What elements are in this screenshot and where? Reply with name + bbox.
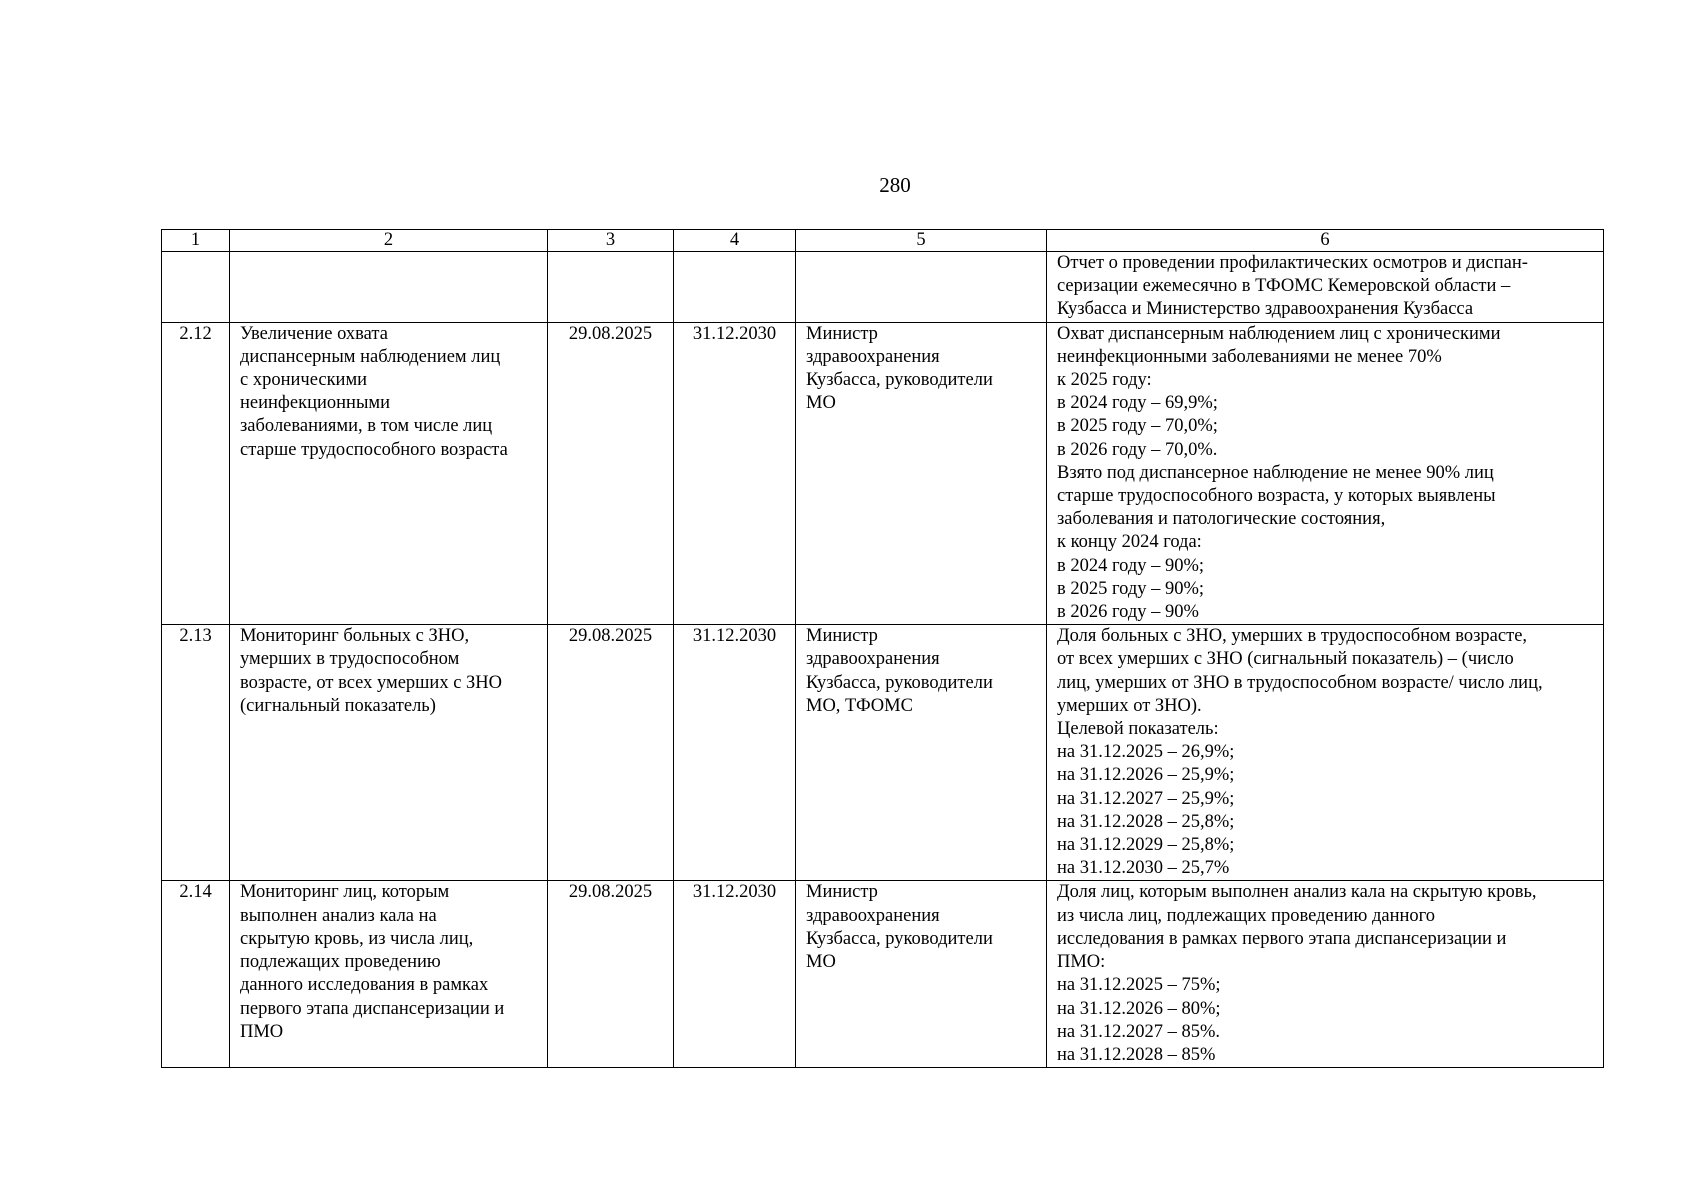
cell-line: на 31.12.2027 – 25,9%; <box>1057 788 1235 809</box>
cell-line: умерших от ЗНО). <box>1057 695 1202 716</box>
cell-line: заболевания и патологические состояния, <box>1057 509 1386 530</box>
column-number-row <box>162 230 1604 252</box>
end-date-cell <box>674 625 796 881</box>
column-number-cell: 4 <box>674 230 796 252</box>
cell-text: 2.12 <box>179 323 212 344</box>
cell-line: Кузбасса и Министерство здравоохранения Кузбасса <box>1057 299 1474 320</box>
cell-line: в 2025 году – 90%; <box>1057 578 1205 599</box>
cell-line: Взято под диспансерное наблюдение не менее 90% лиц <box>1057 462 1494 483</box>
item-number-cell <box>162 625 230 881</box>
cell-line: заболеваниями, в том числе лиц <box>240 416 493 437</box>
cell-line: в 2025 году – 70,0%; <box>1057 416 1218 437</box>
column-number-cell: 6 <box>1047 230 1604 252</box>
table-row <box>162 252 1604 323</box>
cell-text: 31.12.2030 <box>692 882 777 903</box>
cell-line: Министр <box>806 323 878 344</box>
cell-line: Кузбасса, руководители <box>806 370 993 391</box>
cell-line: на 31.12.2025 – 75%; <box>1057 975 1221 996</box>
end-date-cell <box>674 252 796 323</box>
responsible-cell <box>796 881 1047 1068</box>
cell-line: лиц, умерших от ЗНО в трудоспособном возрасте/ число лиц, <box>1057 672 1543 693</box>
cell-line: данного исследования в рамках <box>240 975 489 996</box>
responsible-cell <box>796 322 1047 625</box>
cell-line: неинфекционными <box>240 393 390 414</box>
cell-line: Мониторинг больных с ЗНО, <box>240 626 470 647</box>
column-number-cell: 1 <box>162 230 230 252</box>
cell-text: 29.08.2025 <box>568 626 653 647</box>
cell-line: с хроническими <box>240 370 368 391</box>
start-date-cell <box>548 322 674 625</box>
cell-line: на 31.12.2027 – 85%. <box>1057 1021 1221 1042</box>
cell-line: на 31.12.2030 – 25,7% <box>1057 858 1230 879</box>
table-row <box>162 625 1604 881</box>
item-number-cell <box>162 252 230 323</box>
cell-line: Целевой показатель: <box>1057 719 1219 740</box>
cell-text: 29.08.2025 <box>568 882 653 903</box>
item-number-cell <box>162 322 230 625</box>
cell-line: МО <box>806 952 836 973</box>
cell-line: ПМО: <box>1057 952 1106 973</box>
cell-text: 31.12.2030 <box>692 323 777 344</box>
cell-line: МО, ТФОМС <box>806 695 913 716</box>
cell-line: к концу 2024 года: <box>1057 532 1202 553</box>
measure-cell <box>230 322 548 625</box>
cell-line: Министр <box>806 882 878 903</box>
cell-line: на 31.12.2028 – 85% <box>1057 1044 1216 1065</box>
cell-line: в 2024 году – 69,9%; <box>1057 393 1218 414</box>
cell-text: 31.12.2030 <box>692 626 777 647</box>
end-date-cell <box>674 322 796 625</box>
cell-line: здравоохранения <box>806 346 940 367</box>
cell-line: Кузбасса, руководители <box>806 928 993 949</box>
cell-line: выполнен анализ кала на <box>240 905 437 926</box>
cell-line: в 2026 году – 90% <box>1057 602 1199 623</box>
table-row <box>162 322 1604 625</box>
measure-cell <box>230 252 548 323</box>
cell-line: в 2026 году – 70,0%. <box>1057 439 1218 460</box>
cell-line: на 31.12.2029 – 25,8%; <box>1057 835 1235 856</box>
responsible-cell <box>796 252 1047 323</box>
cell-line: здравоохранения <box>806 905 940 926</box>
cell-text: 29.08.2025 <box>568 323 653 344</box>
cell-line: от всех умерших с ЗНО (сигнальный показатель) – (число <box>1057 649 1514 670</box>
cell-text: 2.13 <box>179 626 212 647</box>
cell-line: старше трудоспособного возраста <box>240 439 508 460</box>
start-date-cell <box>548 625 674 881</box>
cell-line: Охват диспансерным наблюдением лиц с хроническими <box>1057 323 1501 344</box>
cell-line: умерших в трудоспособном <box>240 649 460 670</box>
cell-line: Доля лиц, которым выполнен анализ кала на скрытую кровь, <box>1057 882 1537 903</box>
result-cell <box>1047 322 1604 625</box>
column-number-cell: 3 <box>548 230 674 252</box>
cell-line: к 2025 году: <box>1057 370 1152 391</box>
result-cell <box>1047 252 1604 323</box>
end-date-cell <box>674 881 796 1068</box>
responsible-cell <box>796 625 1047 881</box>
cell-line: Кузбасса, руководители <box>806 672 993 693</box>
item-number-cell <box>162 881 230 1068</box>
column-number-cell: 5 <box>796 230 1047 252</box>
cell-line: Увеличение охвата <box>240 323 388 344</box>
cell-line: возрасте, от всех умерших с ЗНО <box>240 672 503 693</box>
start-date-cell <box>548 881 674 1068</box>
result-cell <box>1047 625 1604 881</box>
measure-cell <box>230 625 548 881</box>
cell-line: из числа лиц, подлежащих проведению данного <box>1057 905 1436 926</box>
cell-line: МО <box>806 393 836 414</box>
cell-line: диспансерным наблюдением лиц <box>240 346 501 367</box>
measures-table <box>161 229 1604 1068</box>
cell-line: (сигнальный показатель) <box>240 695 436 716</box>
page-number: 280 <box>879 173 911 197</box>
column-number-cell: 2 <box>230 230 548 252</box>
cell-line: подлежащих проведению <box>240 952 441 973</box>
cell-line: на 31.12.2025 – 26,9%; <box>1057 742 1235 763</box>
cell-line: на 31.12.2026 – 25,9%; <box>1057 765 1235 786</box>
cell-line: неинфекционными заболеваниями не менее 70% <box>1057 346 1442 367</box>
table-row <box>162 881 1604 1068</box>
cell-line: исследования в рамках первого этапа диспансеризации и <box>1057 928 1507 949</box>
cell-line: ПМО <box>240 1021 284 1042</box>
measure-cell <box>230 881 548 1068</box>
cell-line: здравоохранения <box>806 649 940 670</box>
cell-line: на 31.12.2028 – 25,8%; <box>1057 811 1235 832</box>
cell-line: Мониторинг лиц, которым <box>240 882 450 903</box>
cell-line: старше трудоспособного возраста, у которых выявлены <box>1057 486 1496 507</box>
cell-line: в 2024 году – 90%; <box>1057 555 1205 576</box>
cell-line: скрытую кровь, из числа лиц, <box>240 928 474 949</box>
cell-line: на 31.12.2026 – 80%; <box>1057 998 1221 1019</box>
cell-line: Отчет о проведении профилактических осмотров и диспан- <box>1057 253 1528 273</box>
start-date-cell <box>548 252 674 323</box>
cell-line: Министр <box>806 626 878 647</box>
cell-line: серизации ежемесячно в ТФОМС Кемеровской области – <box>1057 276 1511 297</box>
result-cell <box>1047 881 1604 1068</box>
cell-line: Доля больных с ЗНО, умерших в трудоспособном возрасте, <box>1057 626 1528 647</box>
cell-line: первого этапа диспансеризации и <box>240 998 505 1019</box>
cell-text: 2.14 <box>179 882 212 903</box>
